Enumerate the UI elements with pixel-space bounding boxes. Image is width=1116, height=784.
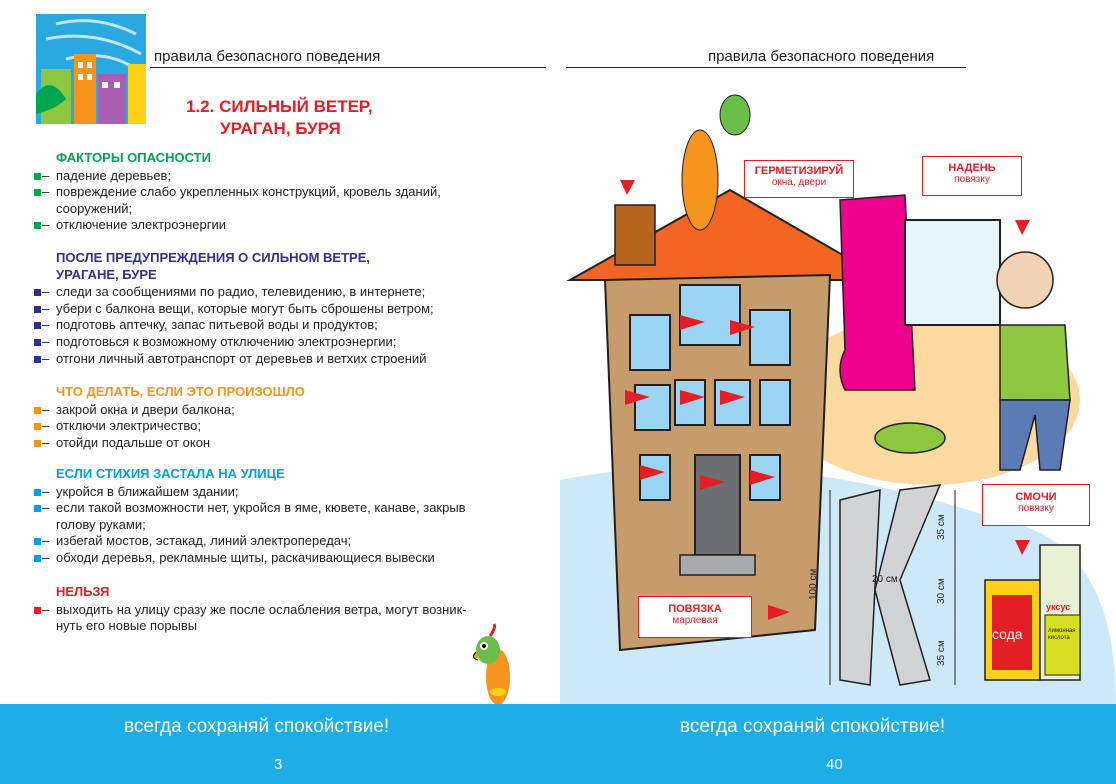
- list-item: – отойди подальше от окон: [34, 435, 550, 452]
- parrot-illustration: [468, 622, 532, 712]
- list-item: – убери с балкона вещи, которые могут быть сброшены ветром;: [34, 301, 550, 318]
- section-title: НЕЛЬЗЯ: [56, 584, 110, 599]
- callout-seal-windows: ГЕРМЕТИЗИРУЙ окна, двери: [744, 160, 854, 198]
- list-item-continuation: голову руками;: [56, 516, 146, 532]
- list-item: – обходи деревья, рекламные щиты, раскачивающиеся вывески: [34, 550, 550, 567]
- dimension-bottom: 35 см: [936, 640, 947, 666]
- section-title: ПОСЛЕ ПРЕДУПРЕЖДЕНИЯ О СИЛЬНОМ ВЕТРЕ, УРАГАНЕ, БУРЕ: [56, 250, 370, 282]
- dimension-middle: 30 см: [936, 578, 947, 604]
- section-title: ЧТО ДЕЛАТЬ, ЕСЛИ ЭТО ПРОИЗОШЛО: [56, 384, 305, 399]
- list-item: – избегай мостов, эстакад, линий электропередач;: [34, 533, 550, 550]
- callout-gauze-bandage: ПОВЯЗКА марлевая: [638, 596, 752, 638]
- chapter-title: 1.2. СИЛЬНЫЙ ВЕТЕР, УРАГАН, БУРЯ: [186, 97, 373, 138]
- callout-wear-bandage: НАДЕНЬ повязку: [922, 156, 1022, 196]
- list-item: – закрой окна и двери балкона;: [34, 402, 550, 419]
- list-item: – падение деревьев;: [34, 168, 550, 185]
- dimension-width: 20 см: [872, 574, 898, 585]
- section-title: ФАКТОРЫ ОПАСНОСТИ: [56, 150, 211, 165]
- section-caught-outside: [34, 466, 550, 567]
- list-item: – следи за сообщениями по радио, телевидению, в интернете;: [34, 284, 550, 301]
- running-header-right: правила безопасного поведения: [708, 48, 935, 65]
- vinegar-label: уксус: [1046, 602, 1071, 612]
- list-item-continuation: сооружений;: [56, 200, 133, 216]
- list-item: – отключи электричество;: [34, 418, 550, 435]
- section-title: ЕСЛИ СТИХИЯ ЗАСТАЛА НА УЛИЦЕ: [56, 466, 285, 481]
- footer-slogan-left: всегда сохраняй спокойствие!: [124, 716, 390, 737]
- citric-acid-label: лимонная кислота: [1048, 628, 1076, 641]
- page-number-right: 40: [826, 756, 843, 773]
- callout-wet-bandage: СМОЧИ повязку: [982, 484, 1090, 526]
- dimension-top: 35 см: [936, 514, 947, 540]
- section-after-warning: [34, 250, 550, 367]
- list-item: – если такой возможности нет, укройся в яме, кювете, канаве, закрыв: [34, 500, 550, 517]
- header-rule: [150, 67, 546, 68]
- list-item: – подготовь аптечку, запас питьевой воды и продуктов;: [34, 317, 550, 334]
- list-item: – повреждение слабо укрепленных конструкций, кровель зданий,: [34, 184, 550, 201]
- running-header-left: правила безопасного поведения: [154, 48, 381, 65]
- list-item: – подготовься к возможному отключению электроэнергии;: [34, 334, 550, 351]
- soda-label: сода: [992, 626, 1023, 642]
- windy-city-logo: [36, 14, 146, 124]
- list-item: – выходить на улицу сразу же после ослабления ветра, могут возник-: [34, 602, 550, 619]
- section-danger-factors: [34, 150, 550, 234]
- section-what-to-do: [34, 384, 550, 451]
- list-item: – отгони личный автотранспорт от деревьев и ветхих строений: [34, 351, 550, 368]
- page-number-left: 3: [274, 756, 283, 773]
- dimension-total: 100 см: [808, 568, 819, 600]
- list-item-continuation: нуть его новые порывы: [56, 618, 198, 634]
- footer-slogan-right: всегда сохраняй спокойствие!: [680, 716, 946, 737]
- list-item: – отключение электроэнергии: [34, 217, 550, 234]
- list-item: – укройся в ближайшем здании;: [34, 484, 550, 501]
- header-rule: [566, 67, 966, 68]
